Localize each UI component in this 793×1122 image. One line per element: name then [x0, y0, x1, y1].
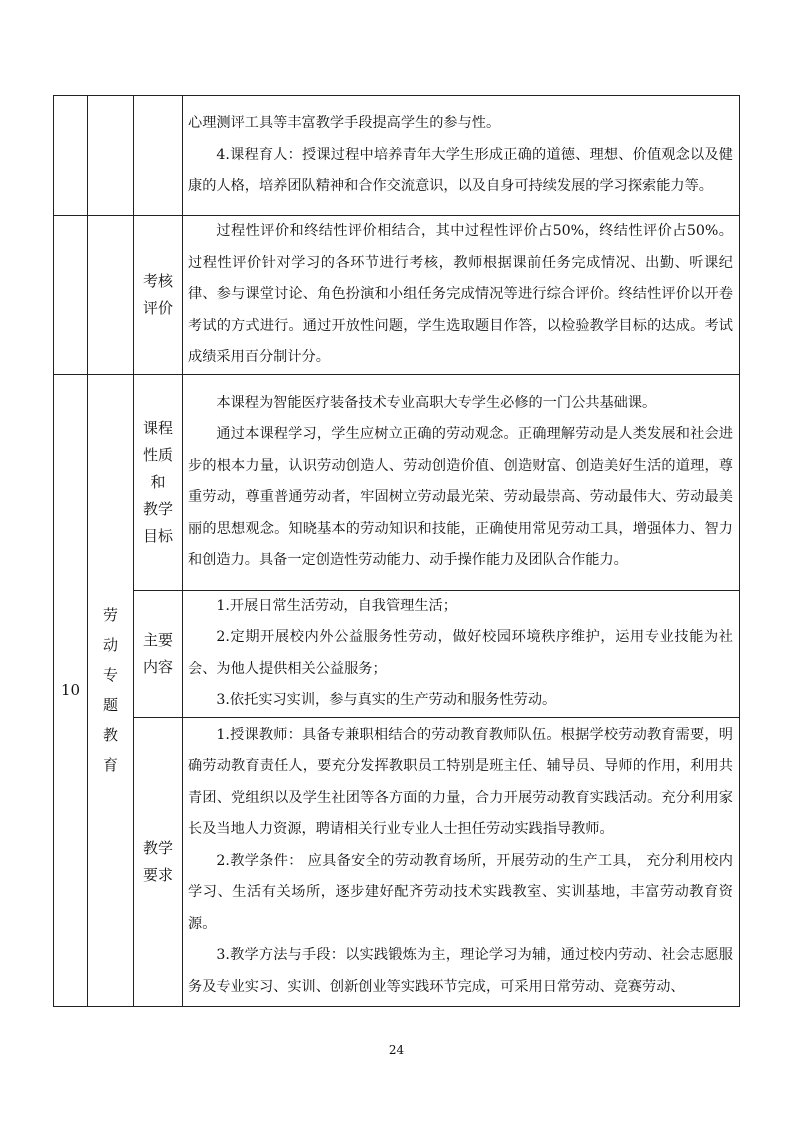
requirements-label: 教学 要求 [134, 717, 183, 1006]
empty-label-cell [134, 96, 183, 216]
paragraph: 1.授课教师：具备专兼职相结合的劳动教育教师队伍。根据学校劳动教育需要，明确劳动教育责任人，要充分发挥教职员工特别是班主任、辅导员、导师的作用，利用共青团、党组织以及学生社团等各方面的力量，合力开展劳动教育实践活动。充分利用家长及当地人力资源，聘请相关行业专业人士担任劳动实践指导教师。 [188, 726, 733, 838]
paragraph: 通过本课程学习，学生应树立正确的劳动观念。正确理解劳动是人类发展和社会进步的根本力量，认识劳动创造人、劳动创造价值、创造财富、创造美好生活的道理，尊重劳动，尊重普通劳动者，牢固树立劳动最光荣、劳动最崇高、劳动最伟大、劳动最美丽的思想观念。知晓基本的劳动知识和技能，正确使用常见劳动工具，增强体力、智力和创造力。具备一定创造性劳动能力、动手操作能力及团队合作能力。 [188, 426, 733, 568]
paragraph: 过程性评价和终结性评价相结合，其中过程性评价占50%，终结性评价占50%。过程性评价针对学习的各环节进行考核，教师根据课前任务完成情况、出勤、听课纪律、参与课堂讨论、角色扮演和小组任务完成情况等进行综合评价。终结性评价以开卷考试的方式进行。通过开放性问题，学生选取题目作答，以检验教学目标的达成。考试成绩采用百分制计分。 [188, 223, 733, 365]
nature-label: 课程 性质 和 教学 目标 [134, 374, 183, 590]
paragraph: 3.教学方法与手段：以实践锻炼为主，理论学习为辅，通过校内劳动、社会志愿服务及专业实习、实训、创新创业等实践环节完成，可采用日常劳动、竞赛劳动、 [188, 947, 733, 995]
paragraph: 3.依托实习实训，参与真实的生产劳动和服务性劳动。 [216, 692, 557, 708]
course-nature-row [54, 374, 740, 590]
paragraph: 心理测评工具等丰富教学手段提高学生的参与性。 [188, 115, 501, 132]
course-content-row [54, 590, 740, 717]
content-label: 主要 内容 [134, 590, 183, 717]
content-text [183, 590, 740, 717]
paragraph: 2.定期开展校内外公益服务性劳动，做好校园环境秩序维护，运用专业技能为社会、为他人提供相关公益服务； [188, 629, 733, 677]
assessment-text [183, 216, 740, 375]
curriculum-table [53, 95, 740, 1007]
paragraph: 2.教学条件： 应具备安全的劳动教育场所，开展劳动的生产工具， 充分利用校内学习、生活有关场所，逐步建好配齐劳动技术实践教室、实训基地，丰富劳动教育资源。 [188, 852, 733, 932]
paragraph: 1.开展日常生活劳动，自我管理生活； [216, 597, 457, 614]
assessment-row [54, 216, 740, 375]
continuation-text [183, 96, 740, 216]
nature-text [183, 374, 740, 590]
course-number: 10 [54, 374, 88, 1006]
paragraph: 4.课程育人：授课过程中培养青年大学生形成正确的道德、理想、价值观念以及健康的人格，培养团队精神和合作交流意识，以及自身可持续发展的学习探索能力等。 [188, 146, 733, 195]
empty-name-cell [88, 96, 134, 216]
empty-number-cell [54, 216, 88, 375]
course-requirements-row [54, 717, 740, 1006]
continuation-row [54, 96, 740, 216]
empty-name-cell [88, 216, 134, 375]
course-name: 劳 动 专 题 教 育 [88, 374, 134, 1006]
assessment-label: 考核 评价 [134, 216, 183, 375]
requirements-text [183, 717, 740, 1006]
paragraph: 本课程为智能医疗装备技术专业高职大专学生必修的一门公共基础课。 [216, 394, 657, 411]
page-number: 24 [388, 1043, 405, 1057]
empty-number-cell [54, 96, 88, 216]
